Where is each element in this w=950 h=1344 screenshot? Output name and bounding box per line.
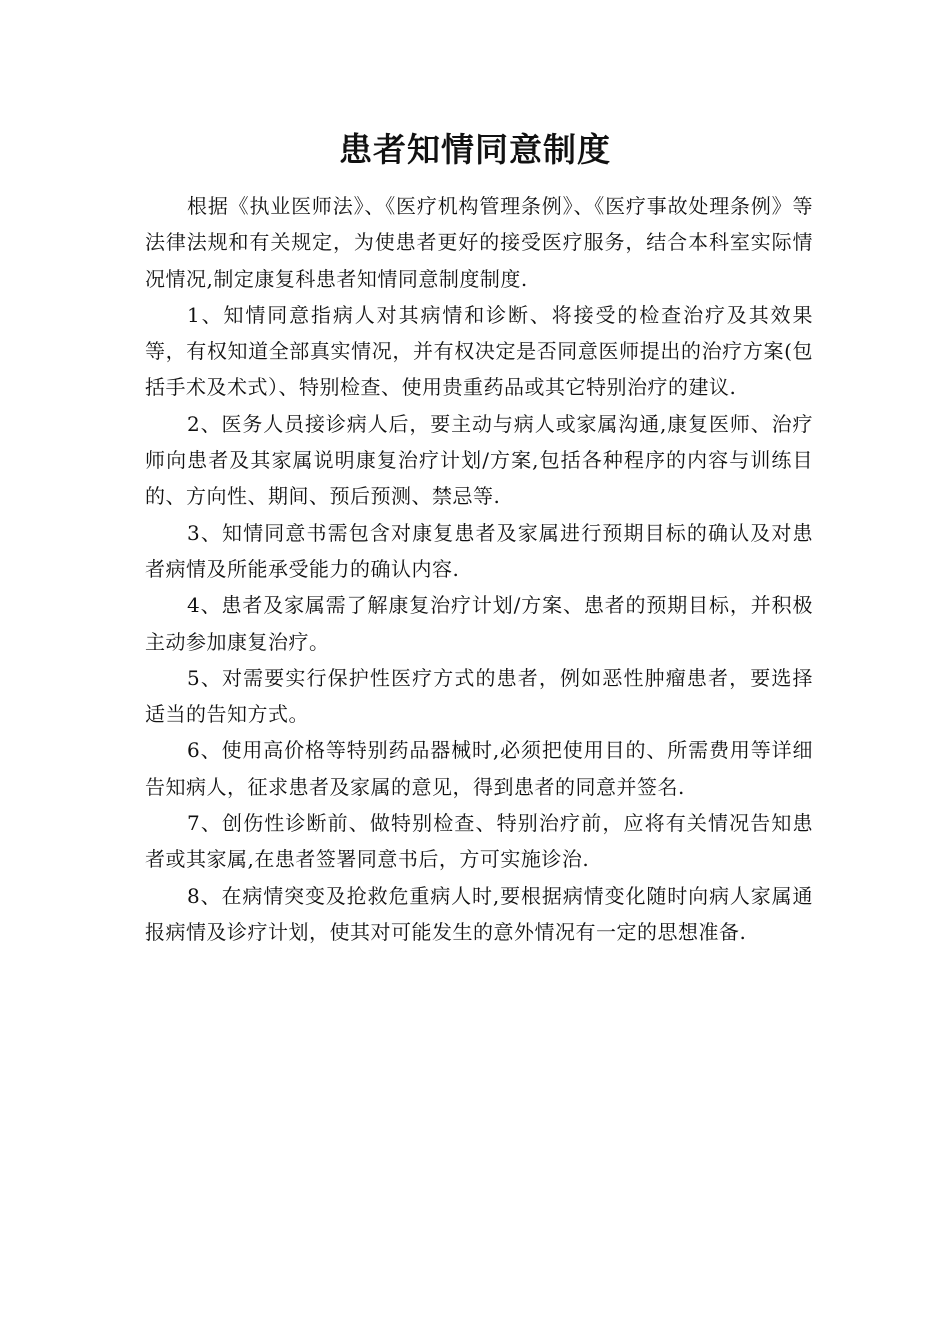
document-body	[145, 188, 813, 950]
paragraph-intro: 根据《执业医师法》、《医疗机构管理条例》、《医疗事故处理条例》等法律法规和有关规定，为使患者更好的接受医疗服务，结合本科室实际情况情况,制定康复科患者知情同意制度制度.	[145, 194, 813, 291]
paragraph-item-6: 6、使用高价格等特别药品器械时,必须把使用目的、所需费用等详细告知病人，征求患者及家属的意见，得到患者的同意并签名.	[145, 738, 813, 799]
paragraph-item-8: 8、在病情突变及抢救危重病人时,要根据病情变化随时向病人家属通报病情及诊疗计划，使其对可能发生的意外情况有一定的思想准备.	[145, 883, 813, 944]
paragraph-item-4: 4、患者及家属需了解康复治疗计划/方案、患者的预期目标，并积极主动参加康复治疗。	[145, 593, 813, 654]
document-title: 患者知情同意制度	[339, 130, 611, 169]
paragraph-item-7: 7、创伤性诊断前、做特别检查、特别治疗前，应将有关情况告知患者或其家属,在患者签署同意书后，方可实施诊治.	[145, 811, 813, 872]
paragraph-item-3: 3、知情同意书需包含对康复患者及家属进行预期目标的确认及对患者病情及所能承受能力的确认内容.	[145, 520, 813, 581]
paragraph-item-2: 2、医务人员接诊病人后，要主动与病人或家属沟通,康复医师、治疗师向患者及其家属说明康复治疗计划/方案,包括各种程序的内容与训练目的、方向性、期间、预后预测、禁忌等.	[145, 411, 813, 509]
paragraph-item-1: 1、知情同意指病人对其病情和诊断、将接受的检查治疗及其效果等，有权知道全部真实情况，并有权决定是否同意医师提出的治疗方案(包括手术及术式）、特别检查、使用贵重药品或其它特别治疗的建议.	[145, 302, 813, 400]
paragraph-item-5: 5、对需要实行保护性医疗方式的患者，例如恶性肿瘤患者，要选择适当的告知方式。	[145, 665, 813, 727]
